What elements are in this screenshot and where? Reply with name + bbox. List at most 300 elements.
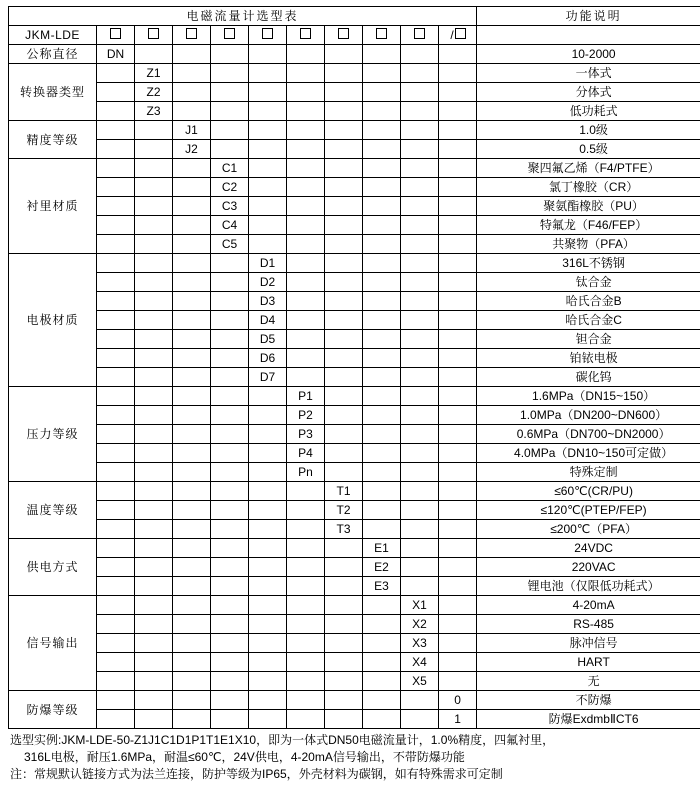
empty-cell [173, 577, 211, 596]
empty-cell [401, 311, 439, 330]
empty-cell [325, 235, 363, 254]
empty-cell [249, 159, 287, 178]
model-code-box-9[interactable] [401, 26, 439, 45]
option-code-9-1[interactable]: 1 [439, 710, 477, 729]
empty-cell [173, 311, 211, 330]
table-row [9, 330, 700, 349]
option-description-5-1: 1.0MPa（DN200~DN600） [477, 406, 700, 425]
option-code-5-2[interactable]: P3 [287, 425, 325, 444]
checkbox-icon[interactable] [338, 28, 349, 39]
empty-cell [325, 463, 363, 482]
empty-cell [97, 653, 135, 672]
empty-cell [325, 159, 363, 178]
empty-cell [211, 368, 249, 387]
option-code-3-0[interactable]: C1 [211, 159, 249, 178]
empty-cell [135, 235, 173, 254]
empty-cell [287, 216, 325, 235]
empty-cell [363, 330, 401, 349]
option-code-3-1[interactable]: C2 [211, 178, 249, 197]
row-label-2: 精度等级 [9, 121, 97, 159]
option-code-3-3[interactable]: C4 [211, 216, 249, 235]
empty-cell [439, 634, 477, 653]
empty-cell [249, 520, 287, 539]
empty-cell [135, 197, 173, 216]
empty-cell [325, 45, 363, 64]
empty-cell [439, 577, 477, 596]
model-code-box-5[interactable] [249, 26, 287, 45]
empty-cell [401, 406, 439, 425]
model-code-box-10[interactable] [439, 26, 477, 45]
empty-cell [135, 634, 173, 653]
table-row [9, 159, 700, 178]
checkbox-icon[interactable] [300, 28, 311, 39]
table-row [9, 254, 700, 273]
empty-cell [249, 444, 287, 463]
empty-cell [249, 121, 287, 140]
table-row [9, 615, 700, 634]
empty-cell [439, 387, 477, 406]
empty-cell [135, 520, 173, 539]
empty-cell [135, 691, 173, 710]
table-row [9, 45, 700, 64]
empty-cell [325, 539, 363, 558]
empty-cell [325, 387, 363, 406]
empty-cell [249, 425, 287, 444]
option-description-1-1: 分体式 [477, 83, 700, 102]
empty-cell [173, 691, 211, 710]
empty-cell [173, 45, 211, 64]
row-label-8: 信号输出 [9, 596, 97, 691]
empty-cell [325, 615, 363, 634]
empty-cell [211, 710, 249, 729]
empty-cell [211, 634, 249, 653]
option-code-3-2[interactable]: C3 [211, 197, 249, 216]
empty-cell [363, 691, 401, 710]
empty-cell [97, 292, 135, 311]
empty-cell [211, 501, 249, 520]
empty-cell [211, 520, 249, 539]
empty-cell [363, 45, 401, 64]
option-code-7-1[interactable]: E2 [363, 558, 401, 577]
empty-cell [287, 691, 325, 710]
checkbox-icon[interactable] [414, 28, 425, 39]
empty-cell [135, 501, 173, 520]
table-row [9, 691, 700, 710]
empty-cell [135, 615, 173, 634]
table-row [9, 482, 700, 501]
empty-cell [439, 235, 477, 254]
empty-cell [211, 425, 249, 444]
empty-cell [401, 539, 439, 558]
option-description-8-4: 无 [477, 672, 700, 691]
empty-cell [401, 425, 439, 444]
table-row [9, 197, 700, 216]
model-prefix: JKM-LDE [9, 26, 97, 45]
empty-cell [97, 615, 135, 634]
option-description-8-0: 4-20mA [477, 596, 700, 615]
model-code-box-1[interactable] [97, 26, 135, 45]
empty-cell [211, 349, 249, 368]
empty-cell [325, 140, 363, 159]
empty-cell [97, 368, 135, 387]
empty-cell [325, 102, 363, 121]
empty-cell [401, 368, 439, 387]
option-code-4-0[interactable]: D1 [249, 254, 287, 273]
option-code-1-1[interactable]: Z2 [135, 83, 173, 102]
empty-cell [287, 235, 325, 254]
checkbox-icon[interactable] [455, 28, 466, 39]
empty-cell [97, 691, 135, 710]
empty-cell [211, 387, 249, 406]
empty-cell [135, 292, 173, 311]
option-code-5-3[interactable]: P4 [287, 444, 325, 463]
option-code-4-5[interactable]: D6 [249, 349, 287, 368]
empty-cell [249, 634, 287, 653]
option-description-5-3: 4.0MPa（DN10~150可定做） [477, 444, 700, 463]
option-description-8-3: HART [477, 653, 700, 672]
checkbox-icon[interactable] [376, 28, 387, 39]
empty-cell [211, 292, 249, 311]
option-code-6-2[interactable]: T3 [325, 520, 363, 539]
empty-cell [173, 178, 211, 197]
empty-cell [211, 64, 249, 83]
option-code-6-0[interactable]: T1 [325, 482, 363, 501]
empty-cell [211, 653, 249, 672]
option-description-9-0: 不防爆 [477, 691, 700, 710]
empty-cell [135, 254, 173, 273]
empty-cell [97, 83, 135, 102]
option-code-8-0[interactable]: X1 [401, 596, 439, 615]
model-code-box-3[interactable] [173, 26, 211, 45]
empty-cell [401, 159, 439, 178]
table-row [9, 235, 700, 254]
empty-cell [97, 558, 135, 577]
option-code-3-4[interactable]: C5 [211, 235, 249, 254]
empty-cell [135, 596, 173, 615]
empty-cell [211, 463, 249, 482]
empty-cell [173, 634, 211, 653]
empty-cell [363, 634, 401, 653]
option-description-7-2: 锂电池（仅限低功耗式） [477, 577, 700, 596]
table-row [9, 577, 700, 596]
option-code-9-0[interactable]: 0 [439, 691, 477, 710]
table-row [9, 596, 700, 615]
empty-cell [363, 710, 401, 729]
empty-cell [439, 159, 477, 178]
option-description-3-3: 特氟龙（F46/FEP） [477, 216, 700, 235]
empty-cell [287, 653, 325, 672]
empty-cell [135, 45, 173, 64]
empty-cell [401, 387, 439, 406]
empty-cell [401, 349, 439, 368]
empty-cell [363, 140, 401, 159]
empty-cell [363, 368, 401, 387]
empty-cell [325, 121, 363, 140]
empty-cell [287, 64, 325, 83]
empty-cell [287, 197, 325, 216]
table-row [9, 83, 700, 102]
empty-cell [439, 330, 477, 349]
empty-cell [287, 577, 325, 596]
empty-cell [135, 710, 173, 729]
option-code-2-0[interactable]: J1 [173, 121, 211, 140]
empty-cell [211, 311, 249, 330]
table-row [9, 216, 700, 235]
option-description-4-0: 316L不锈钢 [477, 254, 700, 273]
option-description-7-1: 220VAC [477, 558, 700, 577]
option-code-4-1[interactable]: D2 [249, 273, 287, 292]
empty-cell [135, 216, 173, 235]
empty-cell [325, 653, 363, 672]
empty-cell [173, 406, 211, 425]
note-line-1: 选型实例:JKM-LDE-50-Z1J1C1D1P1T1E1X10，即为一体式DN50电磁流量计，1.0%精度，四氟衬里， [10, 733, 555, 747]
empty-cell [287, 292, 325, 311]
empty-cell [439, 178, 477, 197]
empty-cell [249, 64, 287, 83]
empty-cell [173, 710, 211, 729]
empty-cell [97, 463, 135, 482]
empty-cell [249, 463, 287, 482]
empty-cell [135, 330, 173, 349]
empty-cell [439, 482, 477, 501]
model-code-box-6[interactable] [287, 26, 325, 45]
model-code-box-8[interactable] [363, 26, 401, 45]
empty-cell [325, 425, 363, 444]
option-code-7-2[interactable]: E3 [363, 577, 401, 596]
row-label-3: 衬里材质 [9, 159, 97, 254]
empty-cell [439, 406, 477, 425]
note-line-3: 注：常规默认链接方式为法兰连接，防护等级为IP65，外壳材料为碳钢，如有特殊需求可定制 [10, 767, 503, 781]
table-row [9, 406, 700, 425]
empty-cell [135, 558, 173, 577]
empty-cell [97, 596, 135, 615]
empty-cell [97, 330, 135, 349]
empty-cell [211, 140, 249, 159]
empty-cell [439, 444, 477, 463]
checkbox-icon[interactable] [262, 28, 273, 39]
empty-cell [287, 102, 325, 121]
empty-cell [363, 653, 401, 672]
option-code-6-1[interactable]: T2 [325, 501, 363, 520]
empty-cell [249, 406, 287, 425]
empty-cell [287, 349, 325, 368]
checkbox-icon[interactable] [148, 28, 159, 39]
model-code-box-7[interactable] [325, 26, 363, 45]
row-label-0: 公称直径 [9, 45, 97, 64]
model-selection-table [8, 6, 700, 729]
empty-cell [363, 64, 401, 83]
empty-cell [173, 83, 211, 102]
empty-cell [401, 558, 439, 577]
empty-cell [135, 178, 173, 197]
empty-cell [211, 482, 249, 501]
row-label-4: 电极材质 [9, 254, 97, 387]
empty-cell [135, 577, 173, 596]
empty-cell [173, 349, 211, 368]
empty-cell [325, 292, 363, 311]
empty-cell [401, 463, 439, 482]
empty-cell [439, 368, 477, 387]
empty-cell [135, 368, 173, 387]
empty-cell [363, 292, 401, 311]
empty-cell [287, 539, 325, 558]
empty-cell [401, 482, 439, 501]
table-row [9, 273, 700, 292]
checkbox-icon[interactable] [224, 28, 235, 39]
empty-cell [287, 45, 325, 64]
option-code-4-2[interactable]: D3 [249, 292, 287, 311]
empty-cell [401, 330, 439, 349]
empty-cell [173, 482, 211, 501]
empty-cell [97, 634, 135, 653]
empty-cell [363, 672, 401, 691]
option-code-8-4[interactable]: X5 [401, 672, 439, 691]
empty-cell [97, 349, 135, 368]
empty-cell [363, 121, 401, 140]
empty-cell [249, 653, 287, 672]
row-label-6: 温度等级 [9, 482, 97, 539]
empty-cell [97, 140, 135, 159]
empty-cell [249, 387, 287, 406]
empty-cell [97, 520, 135, 539]
option-code-5-1[interactable]: P2 [287, 406, 325, 425]
option-code-1-0[interactable]: Z1 [135, 64, 173, 83]
table-row [9, 634, 700, 653]
empty-cell [97, 159, 135, 178]
empty-cell [325, 577, 363, 596]
empty-cell [401, 83, 439, 102]
empty-cell [401, 121, 439, 140]
option-description-4-5: 铂铱电极 [477, 349, 700, 368]
empty-cell [249, 482, 287, 501]
checkbox-icon[interactable] [110, 28, 121, 39]
empty-cell [173, 596, 211, 615]
empty-cell [439, 121, 477, 140]
empty-cell [439, 653, 477, 672]
empty-cell [401, 577, 439, 596]
empty-cell [325, 634, 363, 653]
option-description-4-1: 钛合金 [477, 273, 700, 292]
empty-cell [135, 311, 173, 330]
empty-cell [249, 539, 287, 558]
option-code-2-1[interactable]: J2 [173, 140, 211, 159]
empty-cell [211, 558, 249, 577]
empty-cell [363, 178, 401, 197]
empty-cell [363, 406, 401, 425]
empty-cell [173, 330, 211, 349]
option-code-0-0[interactable]: DN [97, 45, 135, 64]
option-description-9-1: 防爆ExdmbⅡCT6 [477, 710, 700, 729]
empty-cell [173, 520, 211, 539]
empty-cell [363, 83, 401, 102]
empty-cell [287, 140, 325, 159]
option-code-1-2[interactable]: Z3 [135, 102, 173, 121]
option-description-2-0: 1.0级 [477, 121, 700, 140]
option-code-8-1[interactable]: X2 [401, 615, 439, 634]
model-code-box-2[interactable] [135, 26, 173, 45]
option-code-8-2[interactable]: X3 [401, 634, 439, 653]
empty-cell [439, 501, 477, 520]
empty-cell [363, 216, 401, 235]
option-code-4-4[interactable]: D5 [249, 330, 287, 349]
table-row [9, 444, 700, 463]
empty-cell [325, 558, 363, 577]
empty-cell [211, 83, 249, 102]
empty-cell [97, 482, 135, 501]
option-code-7-0[interactable]: E1 [363, 539, 401, 558]
empty-cell [135, 463, 173, 482]
empty-cell [249, 615, 287, 634]
empty-cell [401, 273, 439, 292]
empty-cell [173, 102, 211, 121]
option-description-4-4: 钽合金 [477, 330, 700, 349]
empty-cell [363, 482, 401, 501]
empty-cell [97, 254, 135, 273]
empty-cell [363, 520, 401, 539]
empty-cell [401, 197, 439, 216]
empty-cell [249, 83, 287, 102]
empty-cell [439, 520, 477, 539]
empty-cell [211, 539, 249, 558]
empty-cell [249, 197, 287, 216]
empty-cell [325, 691, 363, 710]
empty-cell [173, 672, 211, 691]
empty-cell [325, 311, 363, 330]
option-description-5-4: 特殊定制 [477, 463, 700, 482]
empty-cell [363, 387, 401, 406]
empty-cell [173, 558, 211, 577]
empty-cell [287, 482, 325, 501]
option-code-8-3[interactable]: X4 [401, 653, 439, 672]
option-description-5-0: 1.6MPa（DN15~150） [477, 387, 700, 406]
checkbox-icon[interactable] [186, 28, 197, 39]
empty-cell [173, 273, 211, 292]
empty-cell [439, 216, 477, 235]
empty-cell [439, 463, 477, 482]
empty-cell [249, 235, 287, 254]
empty-cell [173, 387, 211, 406]
table-row [9, 558, 700, 577]
option-description-8-1: RS-485 [477, 615, 700, 634]
empty-cell [325, 368, 363, 387]
empty-cell [439, 45, 477, 64]
empty-cell [287, 672, 325, 691]
empty-cell [249, 672, 287, 691]
option-code-5-4[interactable]: Pn [287, 463, 325, 482]
empty-cell [363, 444, 401, 463]
empty-cell [325, 444, 363, 463]
empty-cell [135, 539, 173, 558]
empty-cell [363, 254, 401, 273]
empty-cell [439, 425, 477, 444]
empty-cell [97, 444, 135, 463]
empty-cell [287, 83, 325, 102]
option-description-4-2: 哈氏合金B [477, 292, 700, 311]
empty-cell [325, 349, 363, 368]
empty-cell [97, 577, 135, 596]
option-code-4-3[interactable]: D4 [249, 311, 287, 330]
option-code-5-0[interactable]: P1 [287, 387, 325, 406]
option-code-4-6[interactable]: D7 [249, 368, 287, 387]
empty-cell [173, 216, 211, 235]
empty-cell [363, 197, 401, 216]
table-row [9, 140, 700, 159]
empty-cell [135, 672, 173, 691]
empty-cell [363, 311, 401, 330]
empty-cell [325, 596, 363, 615]
model-code-box-4[interactable] [211, 26, 249, 45]
empty-cell [249, 577, 287, 596]
